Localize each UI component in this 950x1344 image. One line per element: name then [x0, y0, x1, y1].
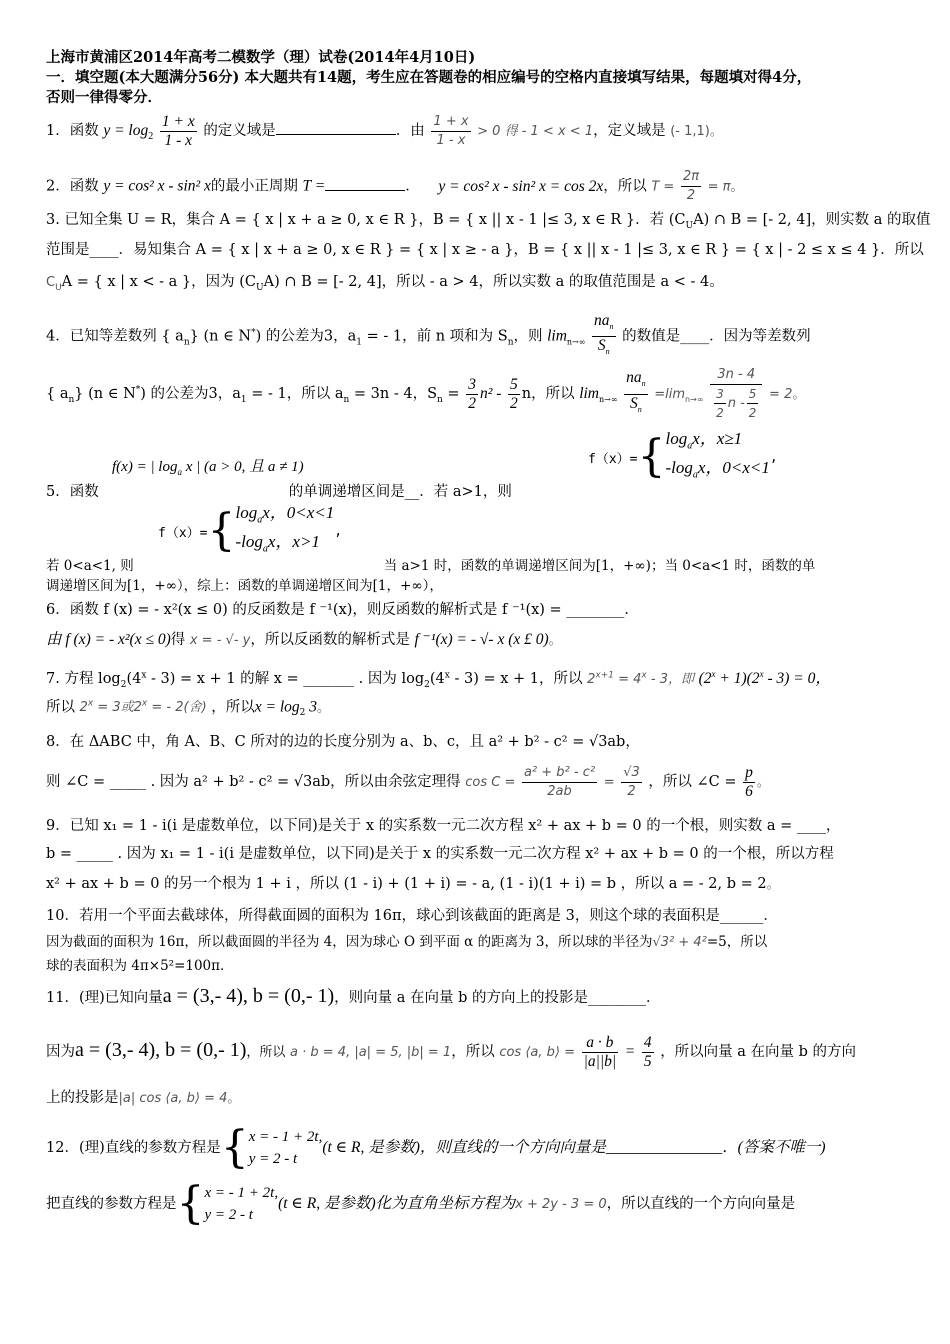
q8-fraction: $\frac{\text{a² + b² - c²}}{2ab}$: [523, 764, 596, 799]
question-6-line-2: 由 f (x) = - x²(x ≤ 0)得 x = - √- y，所以反函数的解析式是 f ⁻¹(x) = - √- x (x £ 0)。: [46, 631, 562, 648]
question-3-line-1: 3. 已知全集 U = R，集合 A = { x | x + a ≥ 0, x ∈ R }，B = { x || x - 1 |≤ 3, x ∈ R }．若 $(C_UA)$ ∩ B = [- 2, 4]，则实数 a 的取值: [46, 212, 931, 231]
question-6-line-1: 6．函数 f (x) = - x²(x ≤ 0) 的反函数是 f ⁻¹(x)，则反函数的解析式是 f ⁻¹(x) = ________．: [46, 602, 639, 618]
q4-fraction: $\frac{na_n}{S_n}$: [594, 312, 614, 357]
question-10-line-1: 10．若用一个平面去截球体，所得截面圆的面积为 16π，球心到该截面的距离是 3，则这个球的表面积是______．: [46, 908, 778, 924]
question-5-line-3: 调递增区间为[1，+∞），综上：函数的单调递增区间为[1，+∞），: [46, 578, 443, 594]
question-9-line-2: b = _____ . 因为 x₁ = 1 - i(i 是虚数单位，以下同)是关于 x 的实系数一元二次方程 x² + ax + b = 0 的一个根，所以方程: [46, 846, 834, 862]
question-9-line-3: x² + ax + b = 0 的另一个根为 1 + i ，所以 (1 - i) + (1 + i) = - a, (1 - i)(1 + i) = b ，所以 a = - 2, b = 2。: [46, 876, 780, 892]
title-text: 上海市黄浦区2014年高考二模数学（理）试卷(2014年4月10日): [46, 49, 476, 66]
question-1: 1．函数 $y = \log_2$ $\frac{1 + x}{1 - x}$ 的定义域是 ．由 $\frac{1 + x}{1 - x}$ > 0 得 - 1 < x < 1，定义域是 (- 1,1)。: [46, 112, 723, 149]
question-5-line-2: 若 0<a<1, 则 当 a>1 时，函数的单调递增区间为[1，+∞)；当 0<a<1 时，函数的单: [46, 558, 816, 574]
question-7-line-1: 7. 方程 $\log_2(4^x - 3) = x + 1$ 的解 x = _______ . 因为 $\log_2(4^x - 3) = x + 1$，所以 $2^{x+1} = 4^x - 3$，即 $(2^x + 1)(2^x - 3) = 0$，: [46, 669, 831, 691]
section-heading: 一．填空题(本大题满分56分) 本大题共有14题，考生应在答题卷的相应编号的空格内直接填写结果，每题填对得4分，: [46, 69, 812, 86]
q5-piecewise-1: f（x）={ $\log_ax$，x≥1 $-\log_ax$，0<x<1 ,: [588, 429, 778, 483]
section-heading-cont: 否则一律得零分．: [46, 89, 162, 106]
question-4-line-1: 4．已知等差数列 { $a_n$} (n ∈ N*) 的公差为3，$a_1$ = - 1，前 n 项和为 $S_n$，则 $\lim_{n\to\infty}$ $\frac{na_n}{S_n}$ 的数值是____．因为等差数列: [46, 312, 910, 362]
question-8-line-2: 则 ∠C = _____ . 因为 a² + b² - c² = √3ab，所以由余弦定理得 cos C = $\frac{\text{a² + b² - c²}}{2ab}$ = $\frac{√3}{2}$ ，所以 ∠C = $\frac{p}{6}$ 。: [46, 763, 770, 800]
question-2: 2．函数 y = cos² x - sin² x的最小正周期 T = ． y = cos² x - sin² x = cos 2x，所以 T = $\frac{2\pi}{2}$ = π。: [46, 169, 744, 203]
question-4-line-2: { $a_n$} (n ∈ N*) 的公差为3，$a_1$ = - 1，所以 $a_n = 3n - 4$，$S_n$ = $\frac{3}{2}$ n² - $\frac{5}{2}$ n，所以 $\lim_{n\to\infty}$ $\frac{na_n}{S_n}$ $=\lim_{n\to\infty}$ 3n - 4 $\frac{3}{2}$ n - $\frac{5}{2}$ = 2。: [46, 367, 806, 420]
q11-fraction: $\frac{a \cdot b}{|a||b|}$: [583, 1033, 617, 1070]
question-10-line-2: 因为截面的面积为 16π，所以截面圆的半径为 4，因为球心 O 到平面 α 的距离为 3，所以球的半径为√3² + 4²=5，所以: [46, 934, 768, 950]
question-12-line-2: 把直线的参数方程是{ x = - 1 + 2t, y = 2 - t (t ∈ R, 是参数)化为直角坐标方程为x + 2y - 3 = 0，所以直线的一个方向向量是: [46, 1178, 796, 1229]
q1-fraction-2: $\frac{1 + x}{1 - x}$: [433, 113, 469, 148]
q1-fraction: $\frac{1 + x}{1 - x}$: [161, 112, 195, 149]
question-8-line-1: 8．在 ΔABC 中，角 A、B、C 所对的边的长度分别为 a、b、c，且 a² + b² - c² = √3ab，: [46, 734, 640, 750]
question-10-line-3: 球的表面积为 4π×5²=100π．: [46, 958, 234, 974]
question-11-line-1: 11．(理)已知向量a = (3,- 4), b = (0,- 1)，则向量 a 在向量 b 的方向上的投影是________．: [46, 985, 661, 1007]
question-12-line-1: 12．(理)直线的参数方程是{ x = - 1 + 2t, y = 2 - t (t ∈ R, 是参数)，则直线的一个方向向量是_______________．(答案不唯一): [46, 1122, 826, 1173]
question-9-line-1: 9．已知 x₁ = 1 - i(i 是虚数单位，以下同)是关于 x 的实系数一元二次方程 x² + ax + b = 0 的一个根，则实数 a = ____，: [46, 818, 841, 834]
answer-blank: [325, 190, 405, 191]
question-3-line-3: $C_UA$ = { x | x < - a }，因为 $(C_UA)$ ∩ B = [- 2, 4]，所以 - a > 4，所以实数 a 的取值范围是 a < - 4。: [46, 274, 724, 293]
question-5-line-1: 5．函数 的单调递增区间是__．若 a>1，则: [46, 484, 512, 500]
question-11-line-3: 上的投影是|a| cos ⟨a, b⟩ = 4。: [46, 1090, 241, 1106]
q4-big-fraction: 3n - 4 $\frac{3}{2}$ n - $\frac{5}{2}$: [710, 366, 762, 422]
question-11-line-2: 因为a = (3,- 4), b = (0,- 1)，所以 a · b = 4, |a| = 5, |b| = 1，所以 cos ⟨a, b⟩ = $\frac{a \cdot b}{|a||b|}$ = $\frac{4}{5}$ ，所以向量 a 在向量 b 的方向: [46, 1033, 857, 1070]
q5-piecewise-2: f（x）={ $\log_ax$，0<x<1 $-\log_ax$，x>1 ,: [158, 503, 343, 557]
q2-fraction: $\frac{2\pi}{2}$: [682, 169, 700, 203]
q5-function: f(x) = | $\log_a x$ | (a > 0, 且 a ≠ 1): [112, 459, 304, 477]
answer-blank: [276, 134, 396, 135]
question-3-line-2: 范围是____．易知集合 A = { x | x + a ≥ 0, x ∈ R } = { x | x ≥ - a }，B = { x || x - 1 |≤ 3, x ∈ R } = { x | - 2 ≤ x ≤ 4 }．所以: [46, 242, 924, 258]
question-7-line-2: 所以 $2^x = 3$或$2^x$ = - 2(舍) ，所以$x = \log_2 3$。: [46, 698, 331, 719]
exam-title: [46, 48, 910, 68]
